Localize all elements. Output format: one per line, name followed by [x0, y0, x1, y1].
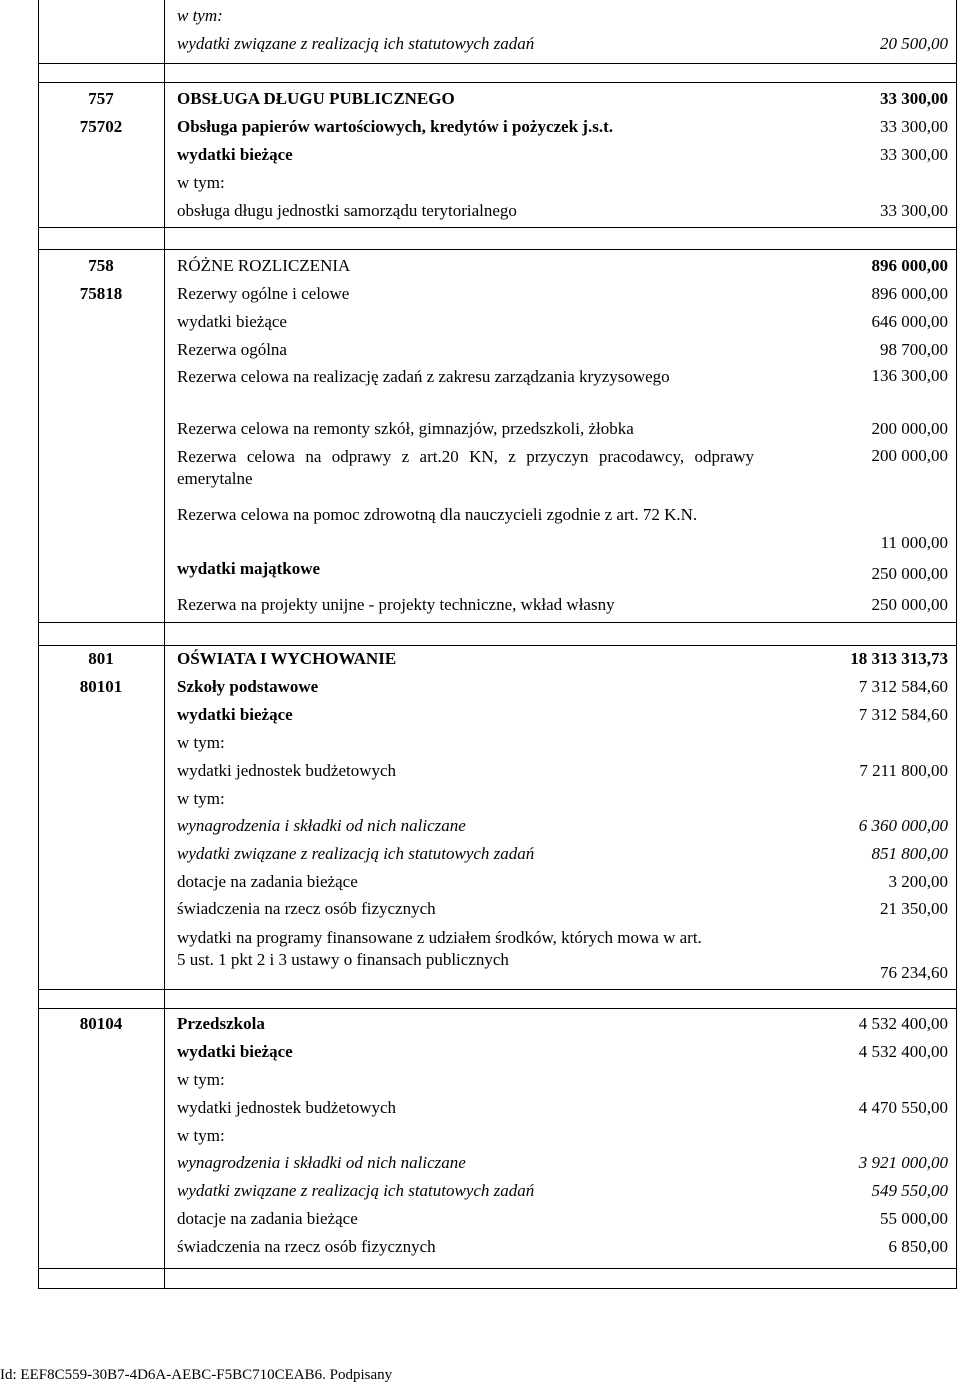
row-amount: 76 234,60: [880, 963, 948, 982]
row-description: Rezerwa ogólna: [177, 340, 287, 359]
row-divider: [38, 227, 957, 228]
row-description: wydatki bieżące: [177, 312, 287, 331]
row-amount: 33 300,00: [880, 145, 948, 164]
row-code: 80101: [79, 677, 123, 696]
row-amount: 4 532 400,00: [858, 1042, 948, 1061]
row-description: wydatki związane z realizacją ich statutowych zadań: [177, 844, 535, 863]
row-description: wydatki jednostek budżetowych: [177, 1098, 397, 1117]
row-description: Rezerwy ogólne i celowe: [177, 284, 350, 303]
row-code: 75818: [79, 284, 123, 303]
row-description: w tym:: [177, 733, 225, 752]
row-amount: 250 000,00: [871, 564, 948, 583]
row-amount: 21 350,00: [880, 899, 948, 918]
row-description: Rezerwa na projekty unijne - projekty techniczne, wkład własny: [177, 595, 615, 614]
row-description: Rezerwa celowa na pomoc zdrowotną dla nauczycieli zgodnie z art. 72 K.N.: [177, 505, 698, 524]
row-amount: 250 000,00: [871, 595, 948, 614]
row-description: w tym:: [177, 1126, 225, 1145]
row-amount: 549 550,00: [871, 1181, 948, 1200]
row-amount: 3 200,00: [888, 872, 948, 891]
row-description: dotacje na zadania bieżące: [177, 872, 358, 891]
row-description: dotacje na zadania bieżące: [177, 1209, 358, 1228]
row-description: wydatki związane z realizacją ich statutowych zadań: [177, 34, 535, 53]
row-code: 80104: [79, 1014, 123, 1033]
row-description: w tym:: [177, 789, 225, 808]
row-amount: 33 300,00: [880, 117, 948, 136]
row-description: wydatki bieżące: [177, 1042, 293, 1061]
row-description: w tym:: [177, 173, 225, 192]
row-amount: 851 800,00: [871, 844, 948, 863]
row-amount: 200 000,00: [871, 419, 948, 438]
row-amount: 6 850,00: [888, 1237, 948, 1256]
row-description: wynagrodzenia i składki od nich naliczane: [177, 816, 466, 835]
row-code: 757: [88, 89, 114, 108]
row-amount: 646 000,00: [871, 312, 948, 331]
table-border-bottom: [38, 1288, 957, 1289]
row-amount: 7 312 584,60: [858, 677, 948, 696]
row-amount: 136 300,00: [871, 366, 948, 385]
row-amount: 33 300,00: [880, 201, 948, 220]
row-description: wynagrodzenia i składki od nich naliczane: [177, 1153, 466, 1172]
row-description: wydatki jednostek budżetowych: [177, 761, 397, 780]
row-amount: 896 000,00: [871, 284, 948, 303]
row-amount: 4 532 400,00: [858, 1014, 948, 1033]
row-description: wydatki majątkowe: [177, 559, 321, 578]
row-amount: 200 000,00: [871, 446, 948, 465]
row-divider: [38, 989, 957, 990]
row-description: Szkoły podstawowe: [177, 677, 319, 696]
row-description: w tym:: [177, 1070, 225, 1089]
budget-table: [38, 0, 957, 1289]
row-amount: 7 312 584,60: [858, 705, 948, 724]
row-divider: [38, 645, 957, 646]
row-amount: 18 313 313,73: [850, 649, 948, 668]
row-divider: [38, 1008, 957, 1009]
row-description: świadczenia na rzecz osób fizycznych: [177, 899, 436, 918]
row-amount: 4 470 550,00: [858, 1098, 948, 1117]
row-amount: 98 700,00: [880, 340, 948, 359]
row-divider: [38, 249, 957, 250]
row-amount: 33 300,00: [880, 89, 948, 108]
row-divider: [38, 63, 957, 64]
row-description: Rezerwa celowa na odprawy z art.20 KN, z przyczyn pracodawcy, odprawy emerytalne: [177, 447, 754, 488]
row-description: OBSŁUGA DŁUGU PUBLICZNEGO: [177, 89, 455, 108]
row-description: świadczenia na rzecz osób fizycznych: [177, 1237, 436, 1256]
row-description: RÓŻNE ROZLICZENIA: [177, 256, 351, 275]
row-description: w tym:: [177, 6, 223, 25]
row-divider: [38, 622, 957, 623]
row-code: 758: [88, 256, 114, 275]
row-description: Obsługa papierów wartościowych, kredytów i pożyczek j.s.t.: [177, 117, 613, 136]
row-description: wydatki związane z realizacją ich statutowych zadań: [177, 1181, 535, 1200]
row-amount: 55 000,00: [880, 1209, 948, 1228]
row-amount: 11 000,00: [880, 533, 948, 552]
row-divider: [38, 82, 957, 83]
row-description: wydatki na programy finansowane z udziałem środków, których mowa w art. 5 ust. 1 pkt 2 i 3 ustawy o finansach publicznych: [177, 928, 702, 969]
row-code: 75702: [79, 117, 123, 136]
row-description: wydatki bieżące: [177, 705, 293, 724]
row-description: wydatki bieżące: [177, 145, 293, 164]
row-description: Rezerwa celowa na remonty szkół, gimnazjów, przedszkoli, żłobka: [177, 419, 634, 438]
row-amount: 6 360 000,00: [858, 816, 948, 835]
row-description: obsługa długu jednostki samorządu terytorialnego: [177, 201, 517, 220]
row-description: OŚWIATA I WYCHOWANIE: [177, 649, 397, 668]
document-id-footer: Id: EEF8C559-30B7-4D6A-AEBC-F5BC710CEAB6. Podpisany: [0, 1367, 393, 1383]
row-amount: 3 921 000,00: [858, 1153, 948, 1172]
row-amount: 7 211 800,00: [859, 761, 948, 780]
row-description: Rezerwa celowa na realizację zadań z zakresu zarządzania kryzysowego: [177, 367, 670, 386]
row-description: Przedszkola: [177, 1014, 265, 1033]
row-divider: [38, 1268, 957, 1269]
row-code: 801: [88, 649, 114, 668]
row-amount: 896 000,00: [871, 256, 948, 275]
row-amount: 20 500,00: [880, 34, 948, 53]
